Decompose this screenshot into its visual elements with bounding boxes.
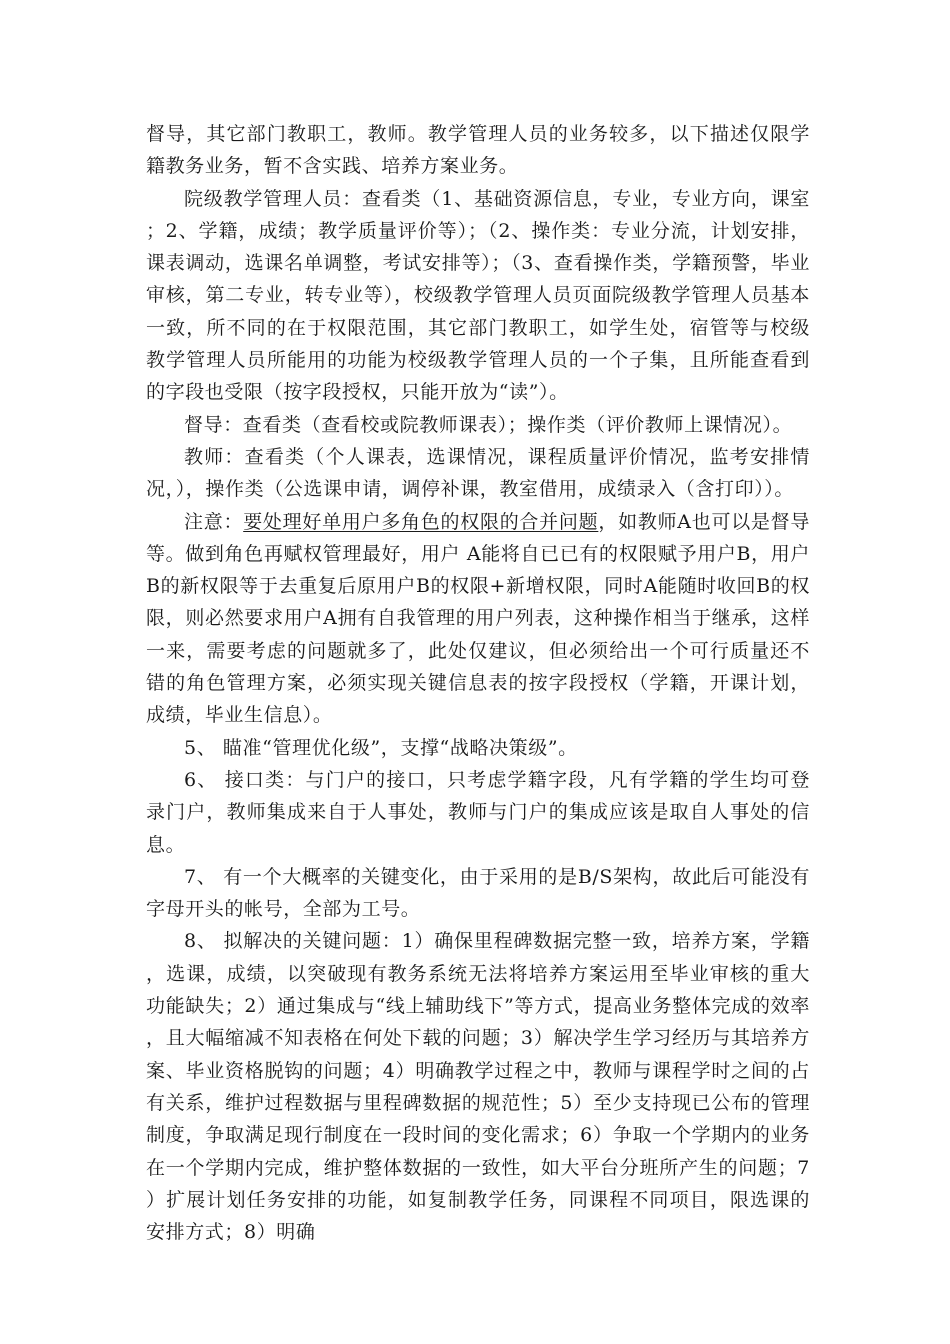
note-underlined-text: 要处理好单用户多角色的权限的合并问题 bbox=[243, 510, 599, 533]
paragraph-teacher: 教师：查看类（个人课表，选课情况，课程质量评价情况，监考安排情况，），操作类（公选课申请，调停补课，教室借用，成绩录入（含打印））。 bbox=[146, 445, 810, 501]
paragraph-supervisor: 督导：查看类（查看校或院教师课表）；操作类（评价教师上课情况）。 bbox=[184, 413, 793, 436]
paragraph-note bbox=[146, 506, 810, 732]
paragraph-college-admin: 院级教学管理人员：查看类（1、基础资源信息，专业，专业方向，课室；2、学籍，成绩；教学质量评价等）；（2、操作类：专业分流，计划安排，课表调动，选课名单调整，考试安排等）；（3、查看操作类，学籍预警，毕业审核，第二专业，转专业等），校级教学管理人员页面院级教学管理人员基本一致，所不同的在于权限范围，其它部门教职工，如学生处，宿管等与校级教学管理人员所能用的功能为校级教学管理人员的一个子集，且所能查看到的字段也受限（按字段授权，只能开放为“读”）。 bbox=[146, 187, 810, 404]
document-body bbox=[146, 118, 810, 1248]
paragraph-item-8: 8、 拟解决的关键问题：1）确保里程碑数据完整一致，培养方案，学籍，选课，成绩，以突破现有教务系统无法将培养方案运用至毕业审核的重大功能缺失；2）通过集成与“线上辅助线下”等方式，提高业务整体完成的效率，且大幅缩减不知表格在何处下载的问题；3）解决学生学习经历与其培养方案、毕业资格脱钩的问题；4）明确教学过程之中，教师与课程学时之间的占有关系，维护过程数据与里程碑数据的规范性；5）至少支持现已公布的管理制度，争取满足现行制度在一段时间的变化需求；6）争取一个学期内的业务在一个学期内完成，维护整体数据的一致性，如大平台分班所产生的问题；7）扩展计划任务安排的功能，如复制教学任务，同课程不同项目，限选课的安排方式；8）明确 bbox=[146, 930, 810, 1244]
note-label: 注意： bbox=[184, 510, 244, 533]
paragraph-item-5: 5、 瞄准“管理优化级”，支撑“战略决策级”。 bbox=[184, 736, 578, 759]
paragraph-item-6: 6、 接口类：与门户的接口，只考虑学籍字段，凡有学籍的学生均可登录门户，教师集成来自于人事处，教师与门户的集成应该是取自人事处的信息。 bbox=[146, 768, 810, 856]
paragraph-roles-continued: 督导，其它部门教职工，教师。教学管理人员的业务较多，以下描述仅限学籍教务业务，暂不含实践、培养方案业务。 bbox=[146, 123, 810, 178]
note-body: ，如教师A也可以是督导等。做到角色再赋权管理最好，用户 A能将自已已有的权限赋予用户B，用户B的新权限等于去重复后原用户B的权限+新增权限，同时A能随时收回B的权限，则必然要求用户A拥有自我管理的用户列表，这种操作相当于继承，这样一来，需要考虑的问题就多了，此处仅建议，但必须给出一个可行质量还不错的角色管理方案，必须实现关键信息表的按字段授权（学籍，开课计划，成绩，毕业生信息）。 bbox=[146, 510, 810, 727]
paragraph-item-7: 7、 有一个大概率的关键变化，由于采用的是B/S架构，故此后可能没有字母开头的帐号，全部为工号。 bbox=[146, 865, 810, 921]
